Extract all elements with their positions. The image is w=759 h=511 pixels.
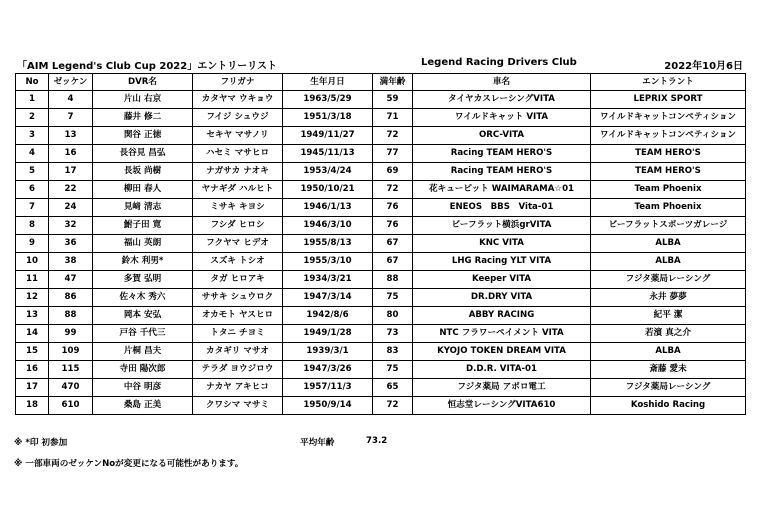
cell-birthdate: 1953/4/24 bbox=[283, 163, 373, 181]
cell-birthdate: 1945/11/13 bbox=[283, 145, 373, 163]
cell-no: 6 bbox=[16, 181, 49, 199]
cell-entrant: TEAM HERO'S bbox=[591, 145, 746, 163]
table-row bbox=[16, 361, 746, 379]
cell-age: 76 bbox=[373, 199, 413, 217]
cell-birthdate: 1951/3/18 bbox=[283, 109, 373, 127]
cell-driver-name: 鮒子田 寛 bbox=[93, 217, 193, 235]
header-driver-name: DVR名 bbox=[93, 74, 193, 91]
cell-age: 71 bbox=[373, 109, 413, 127]
cell-age: 73 bbox=[373, 325, 413, 343]
cell-entrant: 斎藤 愛未 bbox=[591, 361, 746, 379]
cell-furigana: ミサキ キヨシ bbox=[193, 199, 283, 217]
cell-driver-name: 見﨑 清志 bbox=[93, 199, 193, 217]
table-row bbox=[16, 235, 746, 253]
entry-list-table bbox=[15, 73, 746, 415]
cell-age: 76 bbox=[373, 217, 413, 235]
header-birthdate: 生年月日 bbox=[283, 74, 373, 91]
cell-birthdate: 1949/11/27 bbox=[283, 127, 373, 145]
table-row bbox=[16, 163, 746, 181]
table-row bbox=[16, 181, 746, 199]
cell-birthdate: 1957/11/3 bbox=[283, 379, 373, 397]
cell-birthdate: 1955/8/13 bbox=[283, 235, 373, 253]
cell-no: 8 bbox=[16, 217, 49, 235]
cell-car-name: ワイルドキャット VITA bbox=[413, 109, 591, 127]
cell-birthdate: 1963/5/29 bbox=[283, 91, 373, 109]
cell-car-name: DR.DRY VITA bbox=[413, 289, 591, 307]
cell-age: 75 bbox=[373, 289, 413, 307]
cell-driver-name: 鈴木 利男* bbox=[93, 253, 193, 271]
table-header-row bbox=[16, 74, 746, 91]
table-row bbox=[16, 307, 746, 325]
cell-number: 13 bbox=[49, 127, 93, 145]
cell-entrant: 永井 夢夢 bbox=[591, 289, 746, 307]
cell-age: 77 bbox=[373, 145, 413, 163]
cell-entrant: 若濱 真之介 bbox=[591, 325, 746, 343]
cell-furigana: フシダ ヒロシ bbox=[193, 217, 283, 235]
cell-number: 470 bbox=[49, 379, 93, 397]
cell-age: 69 bbox=[373, 163, 413, 181]
cell-entrant: ALBA bbox=[591, 343, 746, 361]
cell-number: 17 bbox=[49, 163, 93, 181]
cell-driver-name: 戸谷 千代三 bbox=[93, 325, 193, 343]
document-header bbox=[17, 57, 743, 71]
document-date: 2022年10月6日 bbox=[664, 61, 743, 72]
cell-no: 9 bbox=[16, 235, 49, 253]
cell-driver-name: 関谷 正徳 bbox=[93, 127, 193, 145]
cell-furigana: ヤナギダ ハルヒト bbox=[193, 181, 283, 199]
cell-age: 65 bbox=[373, 379, 413, 397]
cell-driver-name: 長坂 尚樹 bbox=[93, 163, 193, 181]
first-entry-note: ※ *印 初参加 bbox=[14, 438, 68, 448]
header-number: ゼッケン bbox=[49, 74, 93, 91]
cell-age: 72 bbox=[373, 181, 413, 199]
cell-furigana: ナガサカ ナオキ bbox=[193, 163, 283, 181]
cell-age: 72 bbox=[373, 397, 413, 415]
cell-driver-name: 片桐 昌夫 bbox=[93, 343, 193, 361]
cell-birthdate: 1939/3/1 bbox=[283, 343, 373, 361]
cell-driver-name: 岡本 安弘 bbox=[93, 307, 193, 325]
table-body bbox=[16, 91, 746, 415]
cell-entrant: Koshido Racing bbox=[591, 397, 746, 415]
cell-number: 32 bbox=[49, 217, 93, 235]
cell-no: 16 bbox=[16, 361, 49, 379]
cell-number: 24 bbox=[49, 199, 93, 217]
cell-birthdate: 1947/3/14 bbox=[283, 289, 373, 307]
cell-number: 16 bbox=[49, 145, 93, 163]
cell-birthdate: 1934/3/21 bbox=[283, 271, 373, 289]
cell-number: 109 bbox=[49, 343, 93, 361]
cell-car-name: ENEOS BBS Vita-01 bbox=[413, 199, 591, 217]
cell-driver-name: 寺田 陽次郎 bbox=[93, 361, 193, 379]
cell-driver-name: 藤井 修二 bbox=[93, 109, 193, 127]
cell-no: 3 bbox=[16, 127, 49, 145]
cell-number: 22 bbox=[49, 181, 93, 199]
cell-age: 83 bbox=[373, 343, 413, 361]
cell-number: 7 bbox=[49, 109, 93, 127]
cell-birthdate: 1950/9/14 bbox=[283, 397, 373, 415]
cell-birthdate: 1942/8/6 bbox=[283, 307, 373, 325]
header-entrant: エントラント bbox=[591, 74, 746, 91]
cell-driver-name: 中谷 明彦 bbox=[93, 379, 193, 397]
cell-number: 86 bbox=[49, 289, 93, 307]
table-row bbox=[16, 253, 746, 271]
cell-birthdate: 1949/1/28 bbox=[283, 325, 373, 343]
cell-no: 15 bbox=[16, 343, 49, 361]
cell-furigana: ナカヤ アキヒコ bbox=[193, 379, 283, 397]
cell-number: 36 bbox=[49, 235, 93, 253]
cell-entrant: TEAM HERO'S bbox=[591, 163, 746, 181]
cell-car-name: Racing TEAM HERO'S bbox=[413, 163, 591, 181]
table-row bbox=[16, 199, 746, 217]
cell-driver-name: 多賀 弘明 bbox=[93, 271, 193, 289]
cell-no: 7 bbox=[16, 199, 49, 217]
cell-entrant: フジタ薬局レーシング bbox=[591, 271, 746, 289]
cell-furigana: カタギリ マサオ bbox=[193, 343, 283, 361]
cell-no: 17 bbox=[16, 379, 49, 397]
cell-entrant: Team Phoenix bbox=[591, 199, 746, 217]
table-row bbox=[16, 145, 746, 163]
header-furigana: フリガナ bbox=[193, 74, 283, 91]
cell-driver-name: 桑島 正美 bbox=[93, 397, 193, 415]
table-row bbox=[16, 397, 746, 415]
cell-car-name: フジタ薬局 アポロ電工 bbox=[413, 379, 591, 397]
cell-car-name: D.D.R. VITA-01 bbox=[413, 361, 591, 379]
cell-furigana: クワシマ マサミ bbox=[193, 397, 283, 415]
cell-age: 59 bbox=[373, 91, 413, 109]
cell-car-name: Keeper VITA bbox=[413, 271, 591, 289]
cell-number: 88 bbox=[49, 307, 93, 325]
cell-birthdate: 1955/3/10 bbox=[283, 253, 373, 271]
cell-entrant: ワイルドキャットコンペティション bbox=[591, 127, 746, 145]
cell-car-name: 花キューピット WAIMARAMA☆01 bbox=[413, 181, 591, 199]
header-car-name: 車名 bbox=[413, 74, 591, 91]
cell-driver-name: 柳田 春人 bbox=[93, 181, 193, 199]
average-age-value: 73.2 bbox=[366, 436, 388, 446]
cell-number: 47 bbox=[49, 271, 93, 289]
cell-number: 4 bbox=[49, 91, 93, 109]
cell-entrant: フジタ薬局レーシング bbox=[591, 379, 746, 397]
cell-car-name: KNC VITA bbox=[413, 235, 591, 253]
cell-car-name: Racing TEAM HERO'S bbox=[413, 145, 591, 163]
cell-car-name: タイヤカスレーシングVITA bbox=[413, 91, 591, 109]
cell-furigana: フイジ シュウジ bbox=[193, 109, 283, 127]
cell-entrant: 紀平 潔 bbox=[591, 307, 746, 325]
cell-driver-name: 福山 英朗 bbox=[93, 235, 193, 253]
table-row bbox=[16, 91, 746, 109]
cell-furigana: カタヤマ ウキョウ bbox=[193, 91, 283, 109]
cell-birthdate: 1946/3/10 bbox=[283, 217, 373, 235]
cell-no: 4 bbox=[16, 145, 49, 163]
cell-car-name: NTC フラワーペイメント VITA bbox=[413, 325, 591, 343]
table-row bbox=[16, 109, 746, 127]
cell-entrant: ワイルドキャットコンペティション bbox=[591, 109, 746, 127]
table-row bbox=[16, 217, 746, 235]
cell-furigana: ハセミ マサヒロ bbox=[193, 145, 283, 163]
cell-driver-name: 長谷見 昌弘 bbox=[93, 145, 193, 163]
cell-number: 38 bbox=[49, 253, 93, 271]
document-title: 「AIM Legend's Club Cup 2022」エントリーリスト bbox=[17, 61, 278, 72]
cell-birthdate: 1947/3/26 bbox=[283, 361, 373, 379]
cell-entrant: ALBA bbox=[591, 235, 746, 253]
cell-furigana: オカモト ヤスヒロ bbox=[193, 307, 283, 325]
cell-entrant: Team Phoenix bbox=[591, 181, 746, 199]
header-no: No bbox=[16, 74, 49, 91]
cell-furigana: トタニ チヨミ bbox=[193, 325, 283, 343]
cell-car-name: 恒志堂レーシングVITA610 bbox=[413, 397, 591, 415]
cell-entrant: ALBA bbox=[591, 253, 746, 271]
cell-furigana: タガ ヒロアキ bbox=[193, 271, 283, 289]
average-age-label: 平均年齢 bbox=[300, 438, 335, 448]
cell-no: 14 bbox=[16, 325, 49, 343]
cell-number: 115 bbox=[49, 361, 93, 379]
cell-entrant: ビーフラットスポーツガレージ bbox=[591, 217, 746, 235]
cell-age: 80 bbox=[373, 307, 413, 325]
cell-age: 75 bbox=[373, 361, 413, 379]
cell-no: 5 bbox=[16, 163, 49, 181]
cell-age: 88 bbox=[373, 271, 413, 289]
table-row bbox=[16, 379, 746, 397]
cell-no: 10 bbox=[16, 253, 49, 271]
cell-birthdate: 1946/1/13 bbox=[283, 199, 373, 217]
cell-driver-name: 片山 右京 bbox=[93, 91, 193, 109]
table-row bbox=[16, 289, 746, 307]
cell-no: 13 bbox=[16, 307, 49, 325]
club-name: Legend Racing Drivers Club bbox=[421, 57, 577, 68]
cell-furigana: ササキ シュウロク bbox=[193, 289, 283, 307]
header-age: 満年齢 bbox=[373, 74, 413, 91]
cell-car-name: ビーフラット横浜grVITA bbox=[413, 217, 591, 235]
number-change-note: ※ 一部車両のゼッケンNoが変更になる可能性があります。 bbox=[14, 459, 244, 469]
cell-age: 67 bbox=[373, 253, 413, 271]
cell-furigana: スズキ トシオ bbox=[193, 253, 283, 271]
cell-age: 72 bbox=[373, 127, 413, 145]
cell-no: 1 bbox=[16, 91, 49, 109]
table-row bbox=[16, 127, 746, 145]
cell-no: 11 bbox=[16, 271, 49, 289]
cell-no: 18 bbox=[16, 397, 49, 415]
cell-birthdate: 1950/10/21 bbox=[283, 181, 373, 199]
cell-no: 12 bbox=[16, 289, 49, 307]
cell-furigana: テラダ ヨウジロウ bbox=[193, 361, 283, 379]
cell-driver-name: 佐々木 秀六 bbox=[93, 289, 193, 307]
cell-car-name: LHG Racing YLT VITA bbox=[413, 253, 591, 271]
cell-no: 2 bbox=[16, 109, 49, 127]
table-row bbox=[16, 325, 746, 343]
cell-number: 99 bbox=[49, 325, 93, 343]
cell-car-name: ORC-VITA bbox=[413, 127, 591, 145]
cell-age: 67 bbox=[373, 235, 413, 253]
cell-furigana: フクヤマ ヒデオ bbox=[193, 235, 283, 253]
cell-entrant: LEPRIX SPORT bbox=[591, 91, 746, 109]
cell-car-name: ABBY RACING bbox=[413, 307, 591, 325]
cell-number: 610 bbox=[49, 397, 93, 415]
table-row bbox=[16, 343, 746, 361]
cell-car-name: KYOJO TOKEN DREAM VITA bbox=[413, 343, 591, 361]
cell-furigana: セキヤ マサノリ bbox=[193, 127, 283, 145]
table-row bbox=[16, 271, 746, 289]
